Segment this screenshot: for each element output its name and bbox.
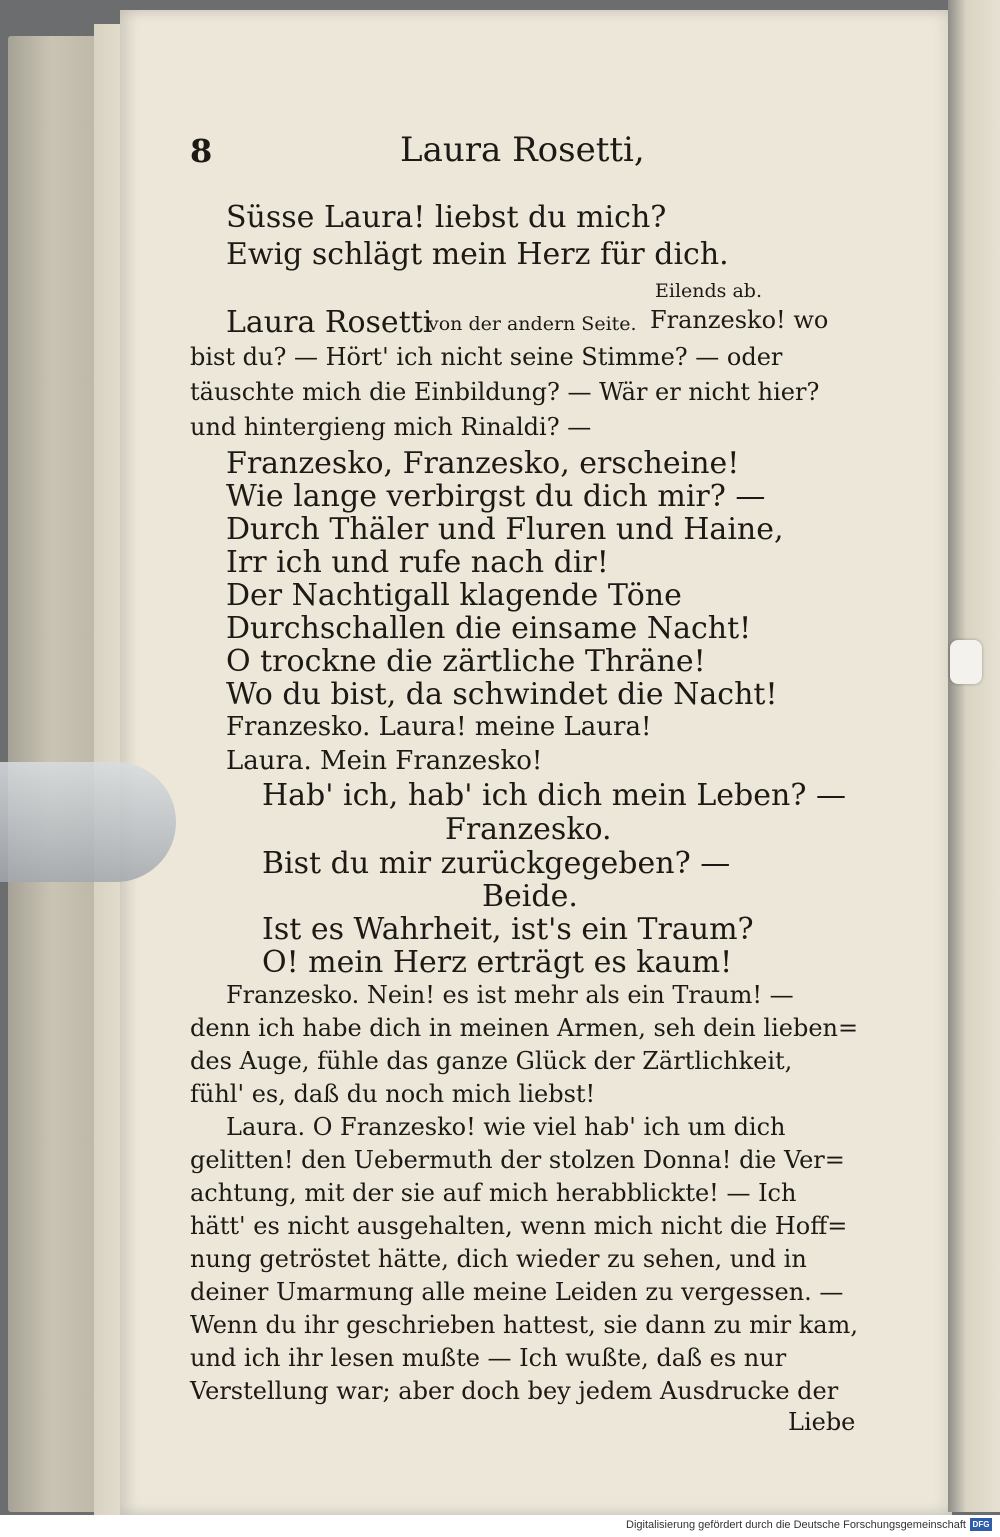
facing-page-edge xyxy=(948,0,1000,1512)
text-line: denn ich habe dich in meinen Armen, seh dein lieben= xyxy=(190,1014,859,1042)
text-line: Ist es Wahrheit, ist's ein Traum? xyxy=(262,912,754,947)
text-line: und hintergieng mich Rinaldi? — xyxy=(190,413,592,441)
text-line: Durch Thäler und Fluren und Haine, xyxy=(226,512,784,547)
text-line: Der Nachtigall klagende Töne xyxy=(226,578,682,613)
speaker-name: Franzesko. xyxy=(445,812,612,847)
text-line: achtung, mit der sie auf mich herabblickte! — Ich xyxy=(190,1179,797,1207)
text-line: des Auge, fühle das ganze Glück der Zärtlichkeit, xyxy=(190,1047,793,1075)
text-line: Bist du mir zurückgegeben? — xyxy=(262,846,731,881)
text-line: Laura. O Franzesko! wie viel hab' ich um dich xyxy=(226,1113,786,1141)
text-line: und ich ihr lesen mußte — Ich wußte, daß es nur xyxy=(190,1344,787,1372)
speaker-name: Laura Rosetti xyxy=(226,305,433,340)
text-line: gelitten! den Uebermuth der stolzen Donna! die Ver= xyxy=(190,1146,845,1174)
credit-text: Digitalisierung gefördert durch die Deutsche Forschungsgemeinschaft xyxy=(626,1518,966,1531)
text-line: hätt' es nicht ausgehalten, wenn mich nicht die Hoff= xyxy=(190,1212,848,1240)
stage-direction: von der andern Seite. xyxy=(428,313,637,335)
running-title: Laura Rosetti, xyxy=(400,130,645,170)
text-line: Durchschallen die einsame Nacht! xyxy=(226,611,752,646)
text-line: Irr ich und rufe nach dir! xyxy=(226,545,609,580)
text-line: Süsse Laura! liebst du mich? xyxy=(226,200,667,235)
stage-direction: Eilends ab. xyxy=(655,280,762,302)
digitization-credit xyxy=(626,1518,992,1531)
page-number: 8 xyxy=(190,132,213,170)
text-line: Ewig schlägt mein Herz für dich. xyxy=(226,237,729,272)
text-line: deiner Umarmung alle meine Leiden zu vergessen. — xyxy=(190,1278,844,1306)
text-line: nung getröstet hätte, dich wieder zu sehen, und in xyxy=(190,1245,807,1273)
text-line: Franzesko, Franzesko, erscheine! xyxy=(226,446,740,481)
text-line: Wie lange verbirgst du dich mir? — xyxy=(226,479,766,514)
text-line: Franzesko. Laura! meine Laura! xyxy=(226,712,652,742)
text-line: Laura. Mein Franzesko! xyxy=(226,746,543,776)
text-line: täuschte mich die Einbildung? — Wär er nicht hier? xyxy=(190,378,820,406)
binding-string xyxy=(950,640,982,684)
text-line: Franzesko! wo xyxy=(650,306,829,334)
text-line: Hab' ich, hab' ich dich mein Leben? — xyxy=(262,778,846,813)
catchword: Liebe xyxy=(788,1408,856,1436)
page-weight-overlay xyxy=(0,762,176,882)
text-line: Wenn du ihr geschrieben hattest, sie dann zu mir kam, xyxy=(190,1311,858,1339)
text-line: Wo du bist, da schwindet die Nacht! xyxy=(226,677,778,712)
dfg-logo-icon: DFG xyxy=(970,1518,992,1531)
text-line: bist du? — Hört' ich nicht seine Stimme? — oder xyxy=(190,343,783,371)
text-line: Verstellung war; aber doch bey jedem Ausdrucke der xyxy=(190,1377,839,1405)
text-line: fühl' es, daß du noch mich liebst! xyxy=(190,1080,596,1108)
text-line: O! mein Herz erträgt es kaum! xyxy=(262,945,733,980)
text-line: O trockne die zärtliche Thräne! xyxy=(226,644,706,679)
speaker-name: Beide. xyxy=(482,879,578,914)
text-line: Franzesko. Nein! es ist mehr als ein Traum! — xyxy=(226,981,794,1009)
